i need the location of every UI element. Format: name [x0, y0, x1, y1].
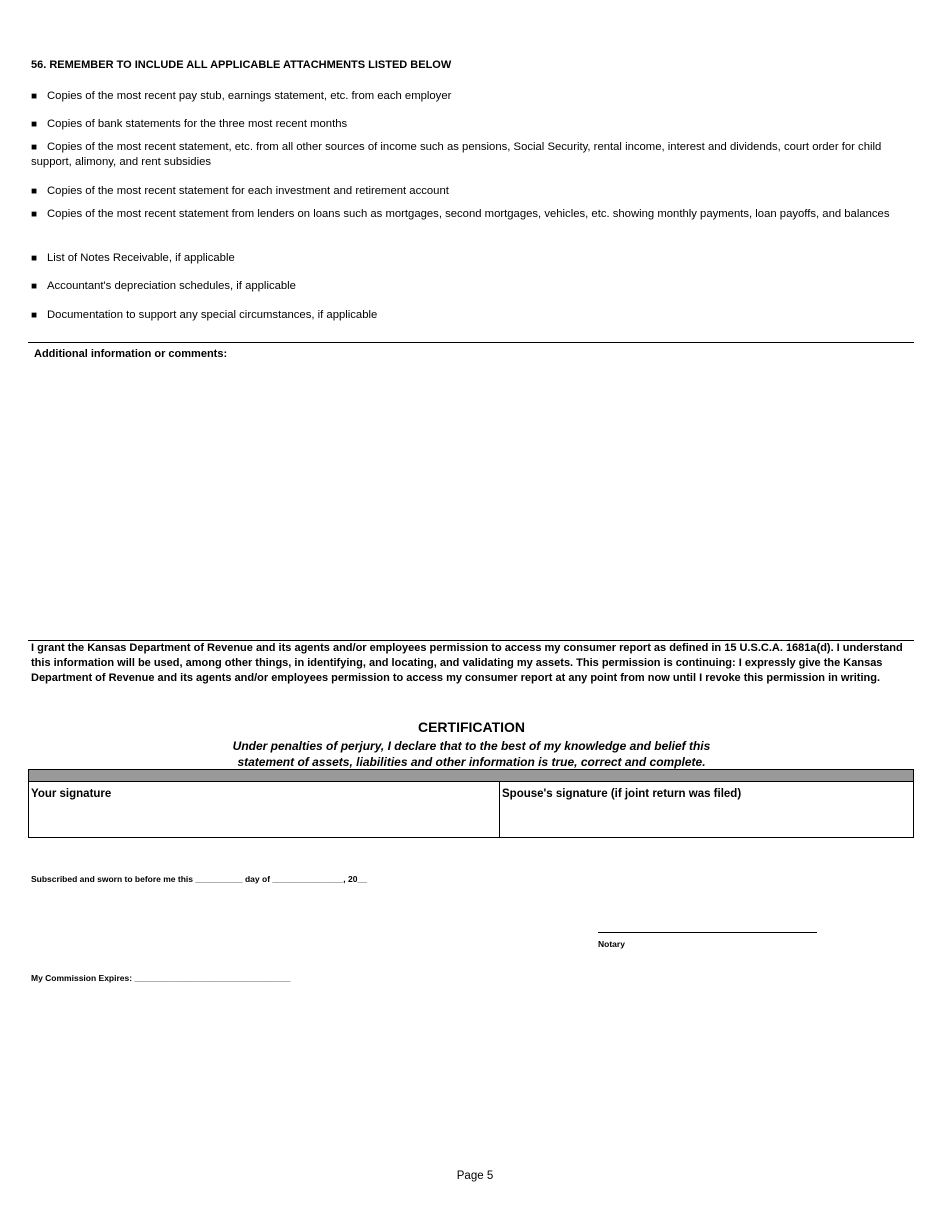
bullet-icon: ■ [31, 91, 38, 102]
signature-header-band [29, 770, 913, 782]
spouse-signature-field[interactable] [500, 782, 913, 837]
attachment-item-text: Accountant's depreciation schedules, if applicable [47, 280, 296, 292]
attachments-heading: 56. REMEMBER TO INCLUDE ALL APPLICABLE ATTACHMENTS LISTED BELOW [31, 59, 452, 71]
certification-line-1: Under penalties of perjury, I declare that to the best of my knowledge and belief this [232, 739, 711, 753]
page-number: Page 5 [456, 1170, 494, 1182]
attachment-item [31, 207, 901, 222]
attachment-item [31, 89, 901, 104]
notary-signature-line[interactable] [598, 932, 817, 933]
bullet-icon: ■ [31, 119, 38, 130]
bullet-icon: ■ [31, 310, 38, 321]
commission-expires: My Commission Expires: _________________________________ [31, 973, 291, 983]
attachment-item [31, 279, 901, 294]
attachment-item [31, 184, 901, 199]
attachment-item-text: Copies of the most recent statement, etc. from all other sources of income such as pensions, Social Security, rental income, interest and dividends, court order for child support, alimony, and rent subsidies [31, 141, 882, 168]
sworn-statement: Subscribed and sworn to before me this __________ day of _______________, 20__ [31, 874, 367, 884]
comments-area[interactable] [28, 366, 912, 636]
certification-statement [0, 738, 943, 770]
attachment-item-text: Copies of the most recent statement from lenders on loans such as mortgages, second mortgages, vehicles, etc. showing monthly payments, loan payoffs, and balances [47, 208, 890, 220]
bullet-icon: ■ [31, 209, 38, 220]
spouse-signature-label: Spouse's signature (if joint return was filed) [502, 788, 742, 800]
bullet-icon: ■ [31, 186, 38, 197]
section-divider [28, 342, 914, 343]
notary-label: Notary [598, 939, 625, 949]
certification-line-2: statement of assets, liabilities and other information is true, correct and complete. [237, 755, 706, 769]
consent-statement: I grant the Kansas Department of Revenue and its agents and/or employees permission to access my consumer report as defined in 15 U.S.C.A. 1681a(d). I understand this information will be used, among other things, in identifying, and locating, and validating my assets. This permission is continuing: I expressly give the Kansas Department of Revenue and its agents and/or employees permission to access my consumer report at any point from now until I revoke this permission in writing. [31, 642, 903, 684]
bullet-icon: ■ [31, 142, 38, 153]
comments-label: Additional information or comments: [34, 348, 228, 360]
certification-title: CERTIFICATION [417, 719, 526, 735]
signature-table [28, 769, 914, 838]
attachment-item [31, 308, 901, 323]
bullet-icon: ■ [31, 281, 38, 292]
attachment-item-text: Copies of the most recent pay stub, earnings statement, etc. from each employer [47, 90, 452, 102]
attachment-item-text: Documentation to support any special circumstances, if applicable [47, 309, 378, 321]
bullet-icon: ■ [31, 253, 38, 264]
attachment-item-text: Copies of the most recent statement for each investment and retirement account [47, 185, 449, 197]
your-signature-field[interactable] [29, 782, 498, 837]
attachment-item [31, 251, 901, 266]
attachment-item-text: List of Notes Receivable, if applicable [47, 252, 235, 264]
attachment-item [31, 140, 901, 170]
your-signature-label: Your signature [31, 788, 112, 800]
attachment-item-text: Copies of bank statements for the three most recent months [47, 118, 348, 130]
attachment-item [31, 117, 901, 132]
